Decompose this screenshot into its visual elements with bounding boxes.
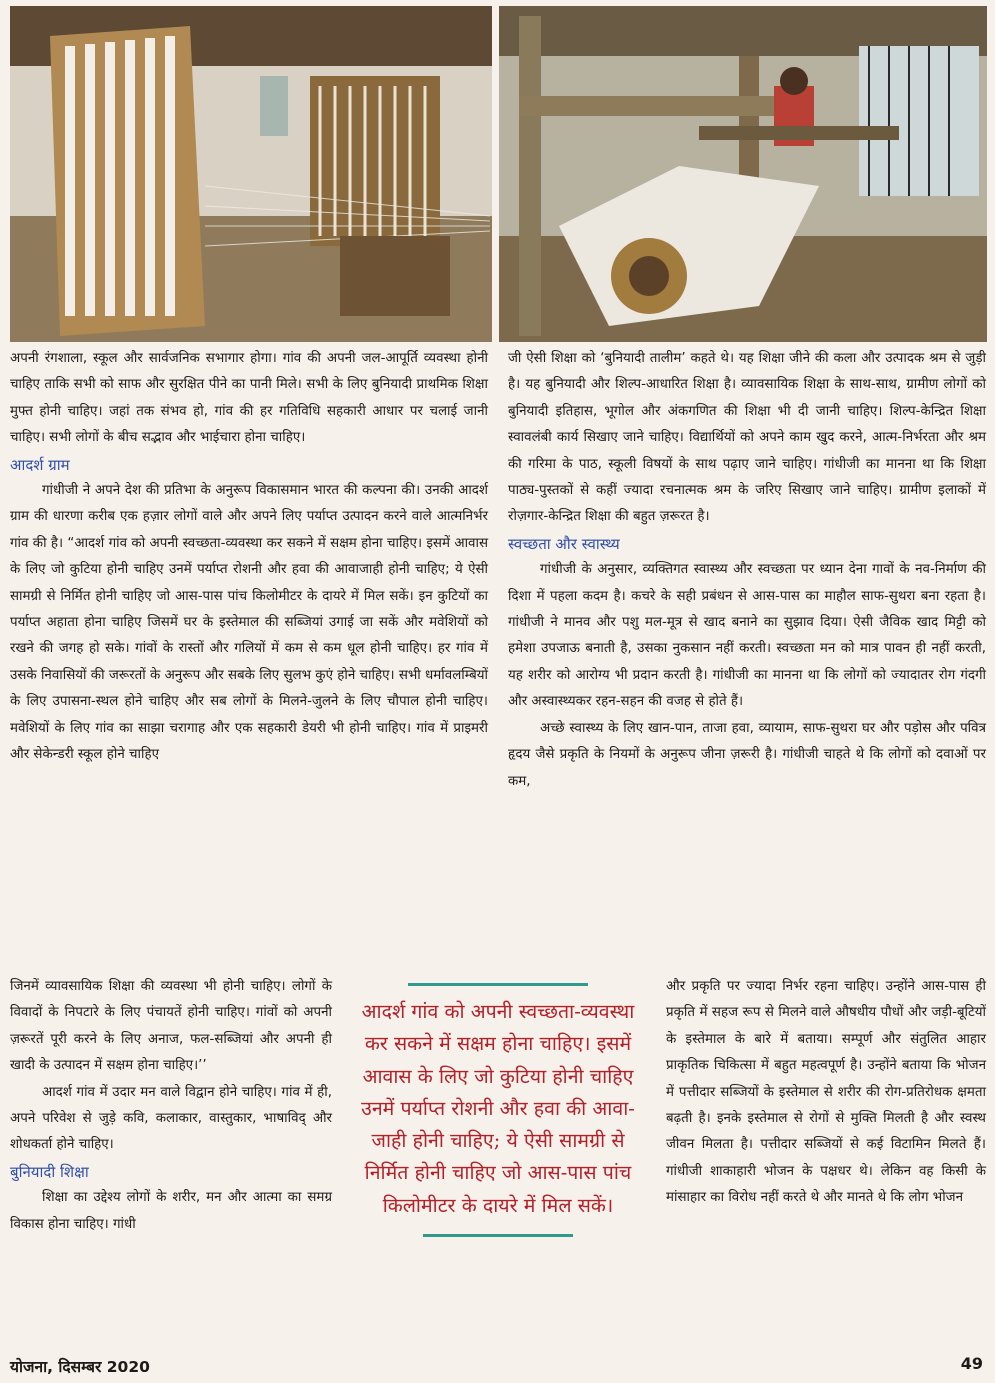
pull-quote-text: आदर्श गांव को अपनी स्वच्छता-व्यवस्था कर सकने में सक्षम होना चाहिए। इसमें आवास के लिए जो कुटिया होनी चाहिए उनमें पर्याप्त रोशनी और हवा की आवा-जाही होनी चाहिए; ये ऐसी सामग्री से निर्मित होनी चाहिए जो आस-पास पांच किलोमीटर के दायरे में मिल सकें। [361, 1000, 635, 1217]
paragraph: अच्छे स्वास्थ्य के लिए खान-पान, ताजा हवा, व्यायाम, साफ-सुथरा घर और पड़ोस और पवित्र हृदय जैसे प्रकृति के नियमों के अनुरूप जीना ज़रूरी है। गांधीजी चाहते थे कि लोगों को दवाओं पर कम, [508, 720, 986, 789]
spinning-creel-photo [10, 6, 492, 342]
paragraph: अपनी रंगशाला, स्कूल और सार्वजनिक सभागार होगा। गांव की अपनी जल-आपूर्ति व्यवस्था होनी चाहिए ताकि सभी को साफ और सुरक्षित पीने का पानी मिले। सभी के लिए बुनियादी प्राथमिक शिक्षा मुफ्त होनी चाहिए। जहां तक संभव हो, गांव की हर गतिविधि सहकारी आधार पर चलाई जानी चाहिए। सभी लोगों के बीच सद्भाव और भाईचारा होना चाहिए। [10, 351, 488, 446]
paragraph: जी ऐसी शिक्षा को ‘बुनियादी तालीम’ कहते थे। यह शिक्षा जीने की कला और उत्पादक श्रम से जुड़ी है। यह बुनियादी और शिल्प-आधारित शिक्षा है। व्यावसायिक शिक्षा के साथ-साथ, ग्रामीण लोगों को बुनियादी इतिहास, भूगोल और अंकगणित की शिक्षा भी दी जानी चाहिए। शिल्प-केन्द्रित शिक्षा स्वावलंबी कार्य सिखाए जाने चाहिए। विद्यार्थियों को अपने काम खुद करने, आत्म-निर्भरता और श्रम की गरिमा के पाठ, स्कूली विषयों के साथ पढ़ाए जाने चाहिए। गांधीजी का मानना था कि शिक्षा पाठ्य-पुस्तकों से कहीं ज्यादा रचनात्मक श्रम के जरिए सिखाए जाने चाहिए। ग्रामीण इलाकों में रोज़गार-केन्द्रित शिक्षा की बहुत ज़रूरत है। [508, 351, 986, 525]
quote-rule-top [408, 983, 588, 986]
paragraph: जिनमें व्यावसायिक शिक्षा की व्यवस्था भी होनी चाहिए। लोगों के विवादों के निपटारे के लिए पंचायतें होनी चाहिए। गांवों को अपनी ज़रूरतें पूरी करने के लिए अनाज, फल-सब्जियां और अपनी ही खादी के उत्पादन में सक्षम होना चाहिए।’’ [10, 979, 332, 1074]
heading-buniyadi-shiksha: बुनियादी शिक्षा [10, 1162, 89, 1181]
left-column-bottom [10, 974, 332, 1238]
paragraph: गांधीजी ने अपने देश की प्रतिभा के अनुरूप विकासमान भारत की कल्पना की। उनकी आदर्श ग्राम की धारणा करीब एक हज़ार लोगों वाले और अपने लिए पर्याप्त उत्पादन करने वाले आत्मनिर्भर गांव की है। “आदर्श गांव को अपनी स्वच्छता-व्यवस्था कर सकने में सक्षम होना चाहिए। इसमें आवास के लिए जो कुटिया होनी चाहिए उनमें पर्याप्त रोशनी और हवा की आवाजाही होनी चाहिए; ये ऐसी सामग्री से निर्मित होनी चाहिए जो आस-पास पांच किलोमीटर के दायरे में मिल सकें। इन कुटियों का पर्याप्त अहाता होना चाहिए जिसमें घर के इस्तेमाल की सब्जियां उगाई जा सकें और मवेशियों को रखने की जगह हो सके। गांवों के रास्तों और गलियों में कम से कम धूल होनी चाहिए। हर गांव में उसके निवासियों की जरूरतों के अनुरूप और सबके लिए सुलभ कुएं होने चाहिए। सभी धर्मावलम्बियों के लिए उपासना-स्थल होने चाहिए और सब लोगों के मिलने-जुलने के लिए चौपाल होनी चाहिए। मवेशियों के लिए गांव का साझा चरागाह और एक सहकारी डेयरी भी होनी चाहिए। गांव में प्राइमरी और सेकेन्डरी स्कूल होने चाहिए [10, 483, 488, 763]
quote-rule-bottom [423, 1234, 573, 1237]
right-column-top [508, 346, 986, 795]
paragraph: शिक्षा का उद्देश्य लोगों के शरीर, मन और आत्मा का समग्र विकास होना चाहिए। गांधी [10, 1190, 332, 1232]
pull-quote [352, 983, 644, 1341]
paragraph: आदर्श गांव में उदार मन वाले विद्वान होने चाहिए। गांव में ही, अपने परिवेश से जुड़े कवि, कलाकार, वास्तुकार, भाषाविद् और शोधकर्ता होने चाहिए। [10, 1084, 332, 1153]
paragraph: गांधीजी के अनुसार, व्यक्तिगत स्वास्थ्य और स्वच्छता पर ध्यान देना गावों के नव-निर्माण की दिशा में पहला कदम है। कचरे के सही प्रबंधन से आस-पास का माहौल साफ-सुथरा बना रहता है। गांधीजी ने मानव और पशु मल-मूत्र से खाद बनाने का सुझाव दिया। ऐसी जैविक खाद मिट्टी को हमेशा उपजाऊ बनाती है, उसका नुकसान नहीं करती। स्वच्छता मन को मात्र पावन ही नहीं करती, यह शरीर को आरोग्य भी प्रदान करती है। गांधीजी का मानना था कि लोगों को ज्यादातर रोग गंदगी और अस्वास्थ्यकर रहन-सहन की वजह से होते हैं। [508, 562, 986, 710]
paragraph: और प्रकृति पर ज्यादा निर्भर रहना चाहिए। उन्होंने आस-पास ही प्रकृति में सहज रूप से मिलने वाले औषधीय पौधों और जड़ी-बूटियों के इस्तेमाल के बारे में बताया। सम्पूर्ण और संतुलित आहार प्राकृतिक चिकित्सा में बहुत महत्वपूर्ण है। उन्होंने बताया कि भोजन में पत्तीदार सब्जियों के इस्तेमाल से शरीर की रोग-प्रतिरोधक क्षमता बढ़ती है। इनके इस्तेमाल से रोगों से मुक्ति मिलती है और स्वस्थ जीवन मिलता है। पत्तीदार सब्जियों से कई विटामिन मिलते हैं। गांधीजी शाकाहारी भोजन के पक्षधर थे। लेकिन वह किसी के मांसाहार का विरोध नहीं करते थे और मानते थे कि लोग भोजन [666, 979, 986, 1206]
heading-swachhata-swasthya: स्वच्छता और स्वास्थ्य [508, 534, 620, 553]
publication-footer: योजना, दिसम्बर 2020 [10, 1358, 150, 1376]
handloom-weaver-photo [499, 6, 987, 342]
left-column-top [10, 346, 488, 769]
heading-adarsh-gram: आदर्श ग्राम [10, 455, 70, 474]
page-number: 49 [960, 1354, 983, 1373]
right-column-bottom [666, 974, 986, 1212]
